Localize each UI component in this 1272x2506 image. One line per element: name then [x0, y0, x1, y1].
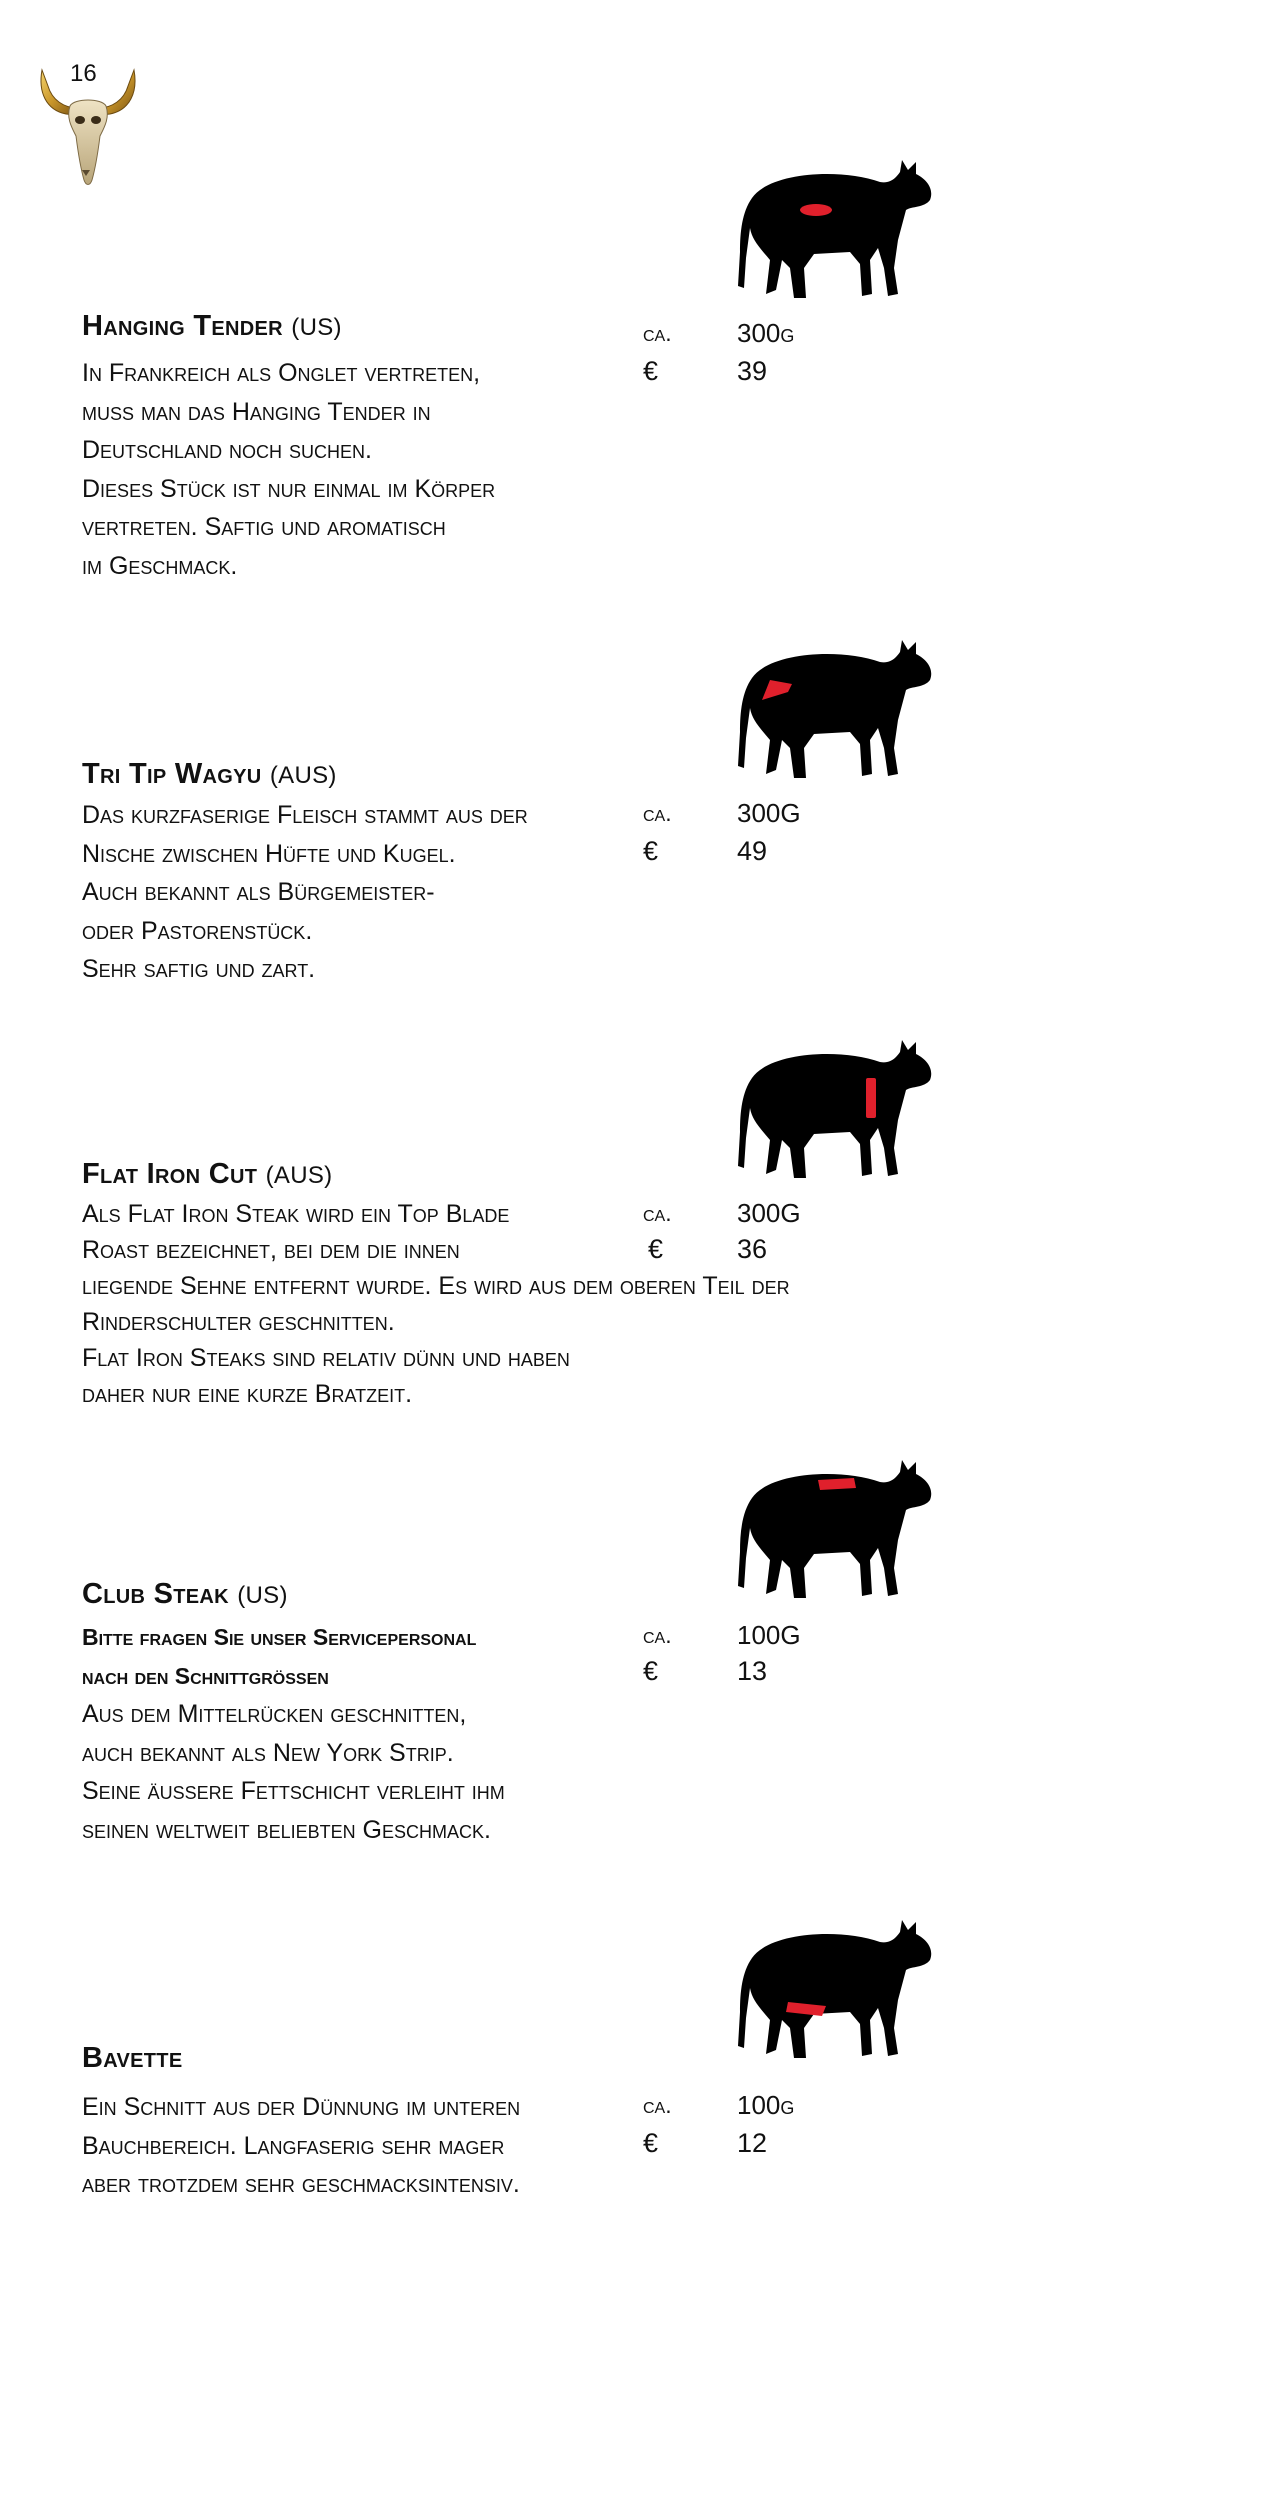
item-origin: (AUS) [265, 1162, 333, 1189]
description-line: Das kurzfaserige Fleisch stammt aus der [82, 801, 528, 829]
description-line: seinen weltweit beliebten Geschmack. [82, 1815, 491, 1844]
item-name: Hanging Tender [82, 310, 283, 342]
item-weight: 100G [737, 1620, 801, 1650]
item-name: Flat Iron Cut [82, 1158, 258, 1190]
currency-symbol: € [643, 836, 659, 866]
cow-cut-diagram-icon [730, 148, 940, 318]
description-bold-line: nach den Schnittgrößen [82, 1662, 329, 1689]
item-price: 49 [737, 836, 768, 866]
item-weight: 100g [737, 2090, 795, 2120]
currency-symbol: € [648, 1234, 664, 1264]
description-line: Deutschland noch suchen. [82, 436, 372, 464]
currency-symbol: € [643, 1656, 659, 1686]
description-line: Seine äußere Fettschicht verleiht ihm [82, 1777, 505, 1805]
ca-label: ca. [643, 1200, 672, 1226]
cow-cut-diagram-icon [730, 1448, 940, 1618]
item-description [82, 354, 495, 585]
description-line: muss man das Hanging Tender in [82, 397, 431, 426]
ca-label: ca. [643, 1622, 672, 1648]
item-origin: (US) [237, 1582, 288, 1609]
item-description [82, 2088, 520, 2204]
ca-label: ca. [643, 2092, 672, 2118]
page-number: 16 [70, 60, 97, 87]
description-line: Ein Schnitt aus der Dünnung im unteren [82, 2093, 521, 2121]
description-line: Auch bekannt als Bürgemeister- [82, 878, 435, 906]
item-title [82, 1578, 288, 1611]
cow-cut-diagram-icon [730, 1908, 940, 2078]
item-description [82, 796, 528, 989]
item-origin: (AUS) [269, 762, 337, 789]
item-title [82, 2042, 182, 2075]
description-line: Als Flat Iron Steak wird ein Top Blade [82, 1200, 510, 1228]
bull-skull-logo [36, 62, 140, 192]
item-description [82, 1618, 505, 1849]
item-origin: (US) [291, 314, 342, 341]
item-weight: 300G [737, 1198, 801, 1228]
description-line: Rinderschulter geschnitten. [82, 1308, 395, 1336]
item-title [82, 758, 337, 791]
description-line: oder Pastorenstück. [82, 916, 313, 945]
description-line: Flat Iron Steaks sind relativ dünn und haben [82, 1344, 570, 1372]
description-line: Bauchbereich. Langfaserig sehr mager [82, 2131, 505, 2160]
description-line: Aus dem Mittelrücken geschnitten, [82, 1700, 467, 1728]
description-line: Sehr saftig und zart. [82, 955, 316, 983]
item-title [82, 310, 342, 343]
ca-label: ca. [643, 800, 672, 826]
item-weight: 300G [737, 798, 801, 828]
ca-label: ca. [643, 320, 672, 346]
item-name: Tri Tip Wagyu [82, 758, 262, 790]
currency-symbol: € [643, 356, 659, 386]
description-line: auch bekannt als New York Strip. [82, 1738, 454, 1767]
description-line: im Geschmack. [82, 551, 238, 580]
item-title [82, 1158, 332, 1191]
currency-symbol: € [643, 2128, 659, 2158]
cow-cut-diagram-icon [730, 628, 940, 798]
item-description [82, 1196, 790, 1412]
description-line: daher nur eine kurze Bratzeit. [82, 1380, 413, 1408]
item-price: 39 [737, 356, 768, 386]
description-line: In Frankreich als Onglet vertreten, [82, 359, 481, 387]
description-line: Roast bezeichnet, bei dem die innen [82, 1236, 460, 1264]
item-price: 36 [737, 1234, 768, 1264]
description-bold-line: Bitte fragen Sie unser Servicepersonal [82, 1624, 477, 1650]
item-price: 12 [737, 2128, 768, 2158]
item-name: Bavette [82, 2042, 183, 2074]
description-line: vertreten. Saftig und aromatisch [82, 513, 446, 541]
description-line: Dieses Stück ist nur einmal im Körper [82, 474, 496, 503]
item-price: 13 [737, 1656, 768, 1686]
cow-cut-diagram-icon [730, 1028, 940, 1198]
description-line: Nische zwischen Hüfte und Kugel. [82, 839, 456, 868]
item-name: Club Steak [82, 1578, 229, 1610]
item-weight: 300g [737, 318, 795, 348]
description-line: aber trotzdem sehr geschmacksintensiv. [82, 2170, 520, 2198]
description-line: liegende Sehne entfernt wurde. Es wird aus dem oberen Teil der [82, 1272, 790, 1300]
